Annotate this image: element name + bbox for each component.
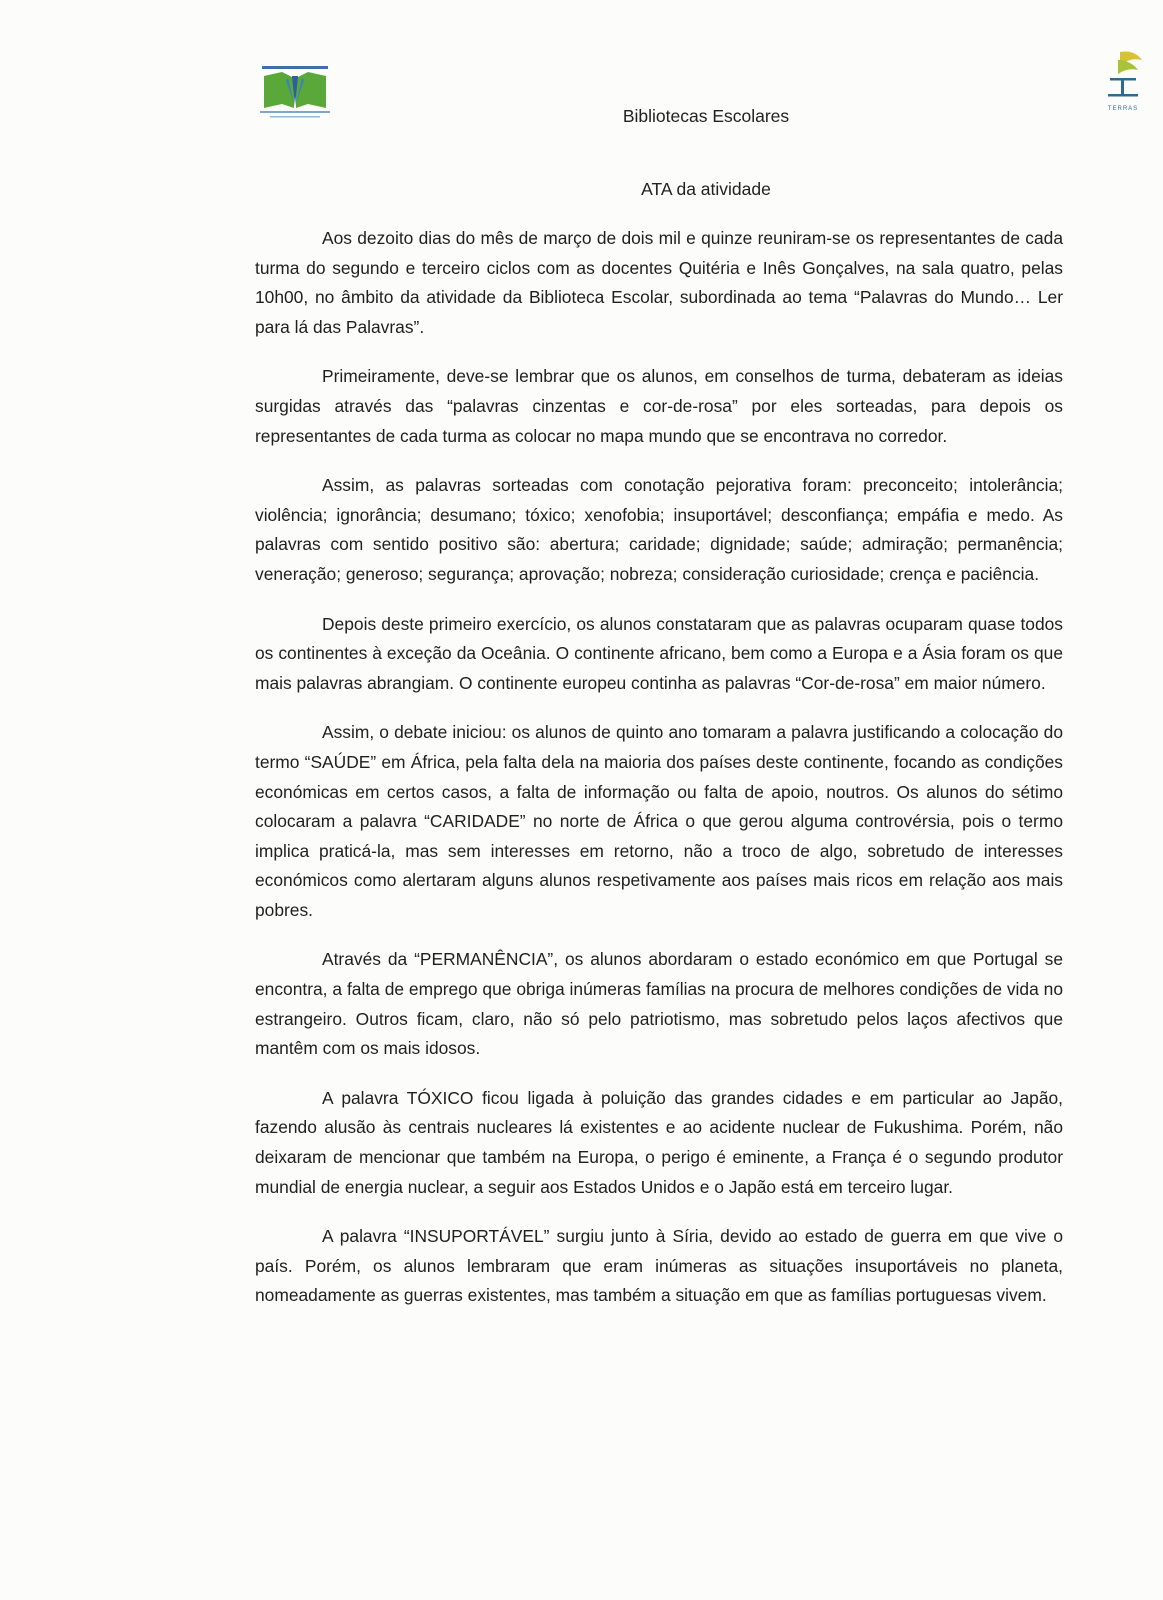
- paragraph: Aos dezoito dias do mês de março de dois mil e quinze reuniram-se os representantes de cada turma do segundo e terceiro ciclos com as docentes Quitéria e Inês Gonçalves, na sala quatro, pelas 10h00, no âmbito da atividade da Biblioteca Escolar, subordinada ao tema “Palavras do Mundo… Ler para lá das Palavras”.: [255, 228, 1063, 337]
- paragraph: Primeiramente, deve-se lembrar que os alunos, em conselhos de turma, debateram as ideias surgidas através das “palavras cinzentas e cor-de-rosa” por eles sorteadas, para depois os representantes de cada turma as colocar no mapa mundo que se encontrava no corredor.: [255, 366, 1063, 446]
- document-body: [255, 224, 1063, 1331]
- paragraph: A palavra TÓXICO ficou ligada à poluição das grandes cidades e em particular ao Japão, fazendo alusão às centrais nucleares lá existentes e ao acidente nuclear de Fukushima. Porém, não deixaram de mencionar que também na Europa, o perigo é eminente, a França é o segundo produtor mundial de energia nuclear, a seguir aos Estados Unidos e o Japão está em terceiro lugar.: [255, 1087, 1063, 1197]
- paragraph: Através da “PERMANÊNCIA”, os alunos abordaram o estado económico em que Portugal se encontra, a falta de emprego que obriga inúmeras famílias na procura de melhores condições de vida no estrangeiro. Outros ficam, claro, não só pelo patriotismo, mas sobretudo pelos laços afectivos que mantêm com os mais idosos.: [255, 949, 1063, 1059]
- paragraph: Assim, o debate iniciou: os alunos de quinto ano tomaram a palavra justificando a colocação do termo “SAÚDE” em África, pela falta dela na maioria dos países deste continente, focando as condições económicas em certos casos, a falta de informação ou falta de apoio, noutros. Os alunos do sétimo colocaram a palavra “CARIDADE” no norte de África o que gerou alguma controvérsia, pois o termo implica praticá-la, mas sem interesses em retorno, não a troco de algo, sobretudo de interesses económicos como alertaram alguns alunos respetivamente aos países mais ricos em relação aos mais pobres.: [255, 722, 1063, 920]
- terras-logo-text: TERRAS: [1107, 106, 1139, 112]
- paragraph: A palavra “INSUPORTÁVEL” surgiu junto à Síria, devido ao estado de guerra em que vive o país. Porém, os alunos lembraram que eram inúmeras as situações insuportáveis no planeta, nomeadamente as guerras existentes, mas também a situação em que as famílias portuguesas vivem.: [255, 1226, 1063, 1306]
- paragraph: Assim, as palavras sorteadas com conotação pejorativa foram: preconceito; intolerância; violência; ignorância; desumano; tóxico; xenofobia; insuportável; desconfiança; empáfia e medo. As palavras com sentido positivo são: abertura; caridade; dignidade; saúde; admiração; permanência; veneração; generoso; segurança; aprovação; nobreza; consideração curiosidade; crença e paciência.: [255, 475, 1063, 584]
- paragraph: Depois deste primeiro exercício, os alunos constataram que as palavras ocuparam quase todos os continentes à exceção da Oceânia. O continente africano, bem como a Europa e a Ásia foram os que mais palavras abrangiam. O continente europeu continha as palavras “Cor-de-rosa” em maior número.: [255, 613, 1063, 693]
- document-title: ATA da atividade: [641, 179, 771, 199]
- header-title: Bibliotecas Escolares: [622, 106, 790, 126]
